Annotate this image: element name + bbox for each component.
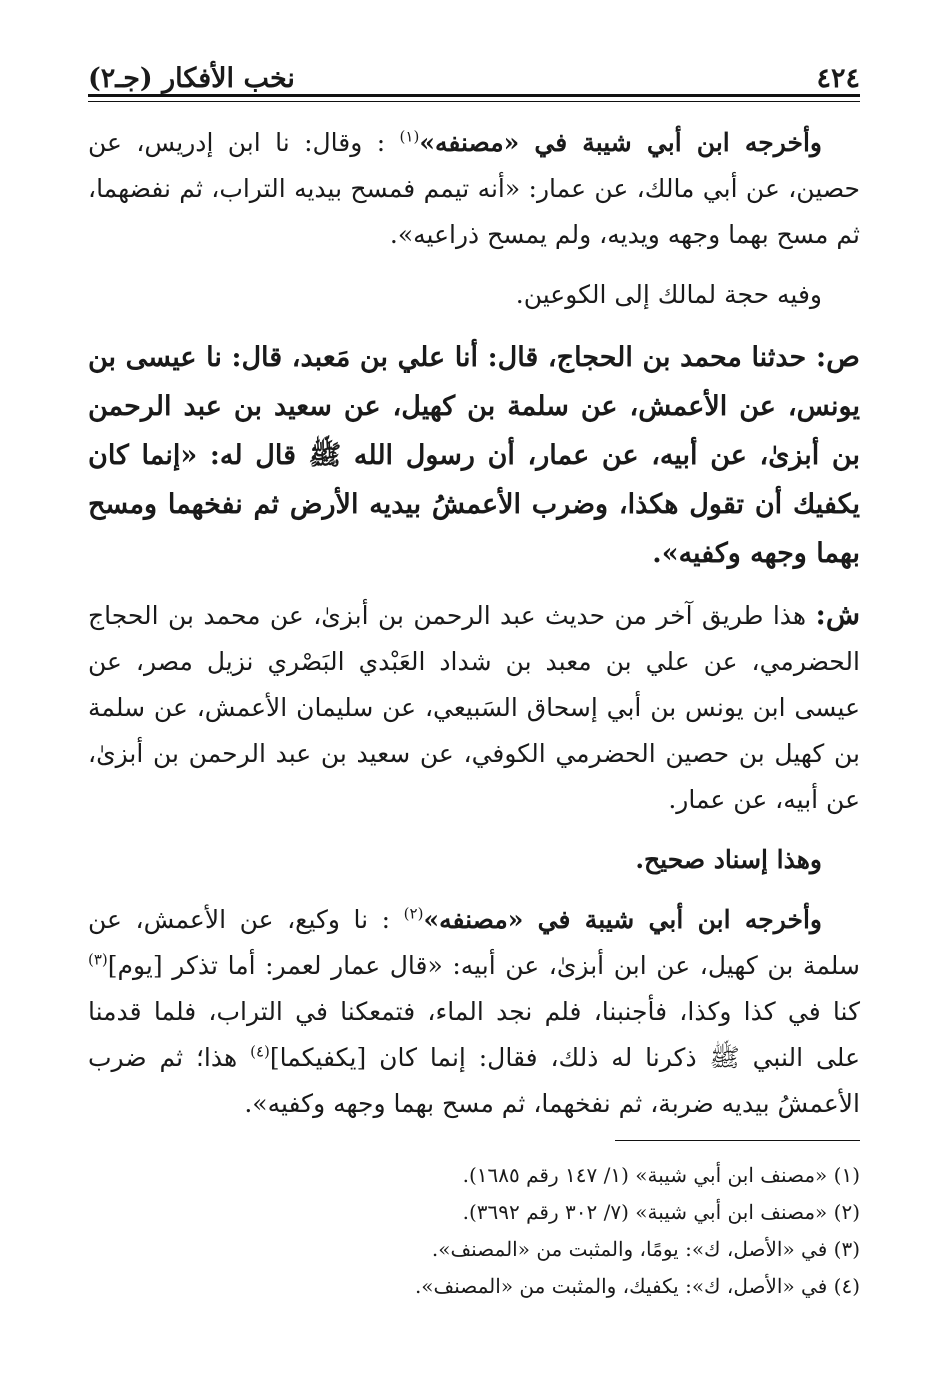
footnote-1: (١) «مصنف ابن أبي شيبة» (١/ ١٤٧ رقم ١٦٨٥). <box>462 1163 860 1187</box>
footnotes <box>88 1157 860 1305</box>
paragraph-text: حدثنا محمد بن الحجاج، قال: أنا علي بن مَعبد، قال: نا عيسى بن يونس، عن الأعمش، عن سلمة بن كهيل، عن سعيد بن عبد الرحمن بن أبزىٰ، عن أبيه، عن عمار، أن رسول الله ﷺ قال له: «إنما كان يكفيك أن تقول هكذا، وضرب الأعمشُ بيديه الأرض ثم نفخهما ومسح بهما وجهه وكفيه». <box>88 342 860 569</box>
paragraph-text: : وقال: نا ابن إدريس، عن حصين، عن أبي مالك، عن عمار: «أنه تيمم فمسح بيديه التراب، ثم نفضهما، ثم مسح بهما وجهه ويديه، ولم يمسح ذراعيه». <box>88 128 860 249</box>
header-rule-thick <box>88 94 860 97</box>
footnote-ref-1: (١) <box>399 127 420 146</box>
paragraph-text: وفيه حجة لمالك إلى الكوعين. <box>515 280 822 309</box>
footnote-4: (٤) في «الأصل، ك»: يكفيك، والمثبت من «المصنف». <box>414 1274 860 1298</box>
footnote-separator <box>615 1140 860 1141</box>
footnote-ref-2: (٢) <box>403 904 424 923</box>
footnote-3: (٣) في «الأصل، ك»: يومًا، والمثبت من «المصنف». <box>431 1237 860 1261</box>
paragraph-sad-matn <box>88 332 860 578</box>
paragraph-ibn-abi-shayba-2 <box>88 897 860 1127</box>
paragraph-text: هذا طريق آخر من حديث عبد الرحمن بن أبزىٰ، عن محمد بن الحجاج الحضرمي، عن علي بن معبد بن شداد العَبْدي البَصْري نزيل مصر، عن عيسى ابن يونس بن أبي إسحاق السَبيعي، عن سليمان الأعمش، عن سلمة بن كهيل بن حصين الحضرمي الكوفي، عن سعيد بن عبد الرحمن بن أبزىٰ، عن أبيه، عن عمار. <box>88 601 860 814</box>
running-header <box>88 52 860 92</box>
sad-label: ص: <box>815 340 860 373</box>
paragraph-ibn-abi-shayba-1 <box>88 120 860 258</box>
book-title: نخب الأفكار (جـ٢) <box>88 63 295 94</box>
paragraph-text-cont: كنا في كذا وكذا، فأجنبنا، فلم نجد الماء، فتمعكنا في التراب، فلما قدمنا على النبي ﷺ ذكرنا له ذلك، فقال: إنما كان [يكفيكما] <box>88 997 861 1072</box>
paragraph-malik-note <box>88 272 860 318</box>
paragraph-lead: وأخرجه ابن أبي شيبة في «مصنفه» <box>419 128 822 157</box>
page-number: ٤٢٤ <box>816 63 860 94</box>
paragraph-text-end: هذا؛ ثم ضرب الأعمشُ بيديه ضربة، ثم نفخهما، ثم مسح بهما وجهه وكفيه». <box>88 1043 860 1118</box>
shin-label: ش: <box>815 598 860 631</box>
paragraph-isnad-sahih <box>88 837 860 883</box>
footnote-2: (٢) «مصنف ابن أبي شيبة» (٧/ ٣٠٢ رقم ٣٦٩٢). <box>462 1200 860 1224</box>
footnote-ref-4: (٤) <box>250 1042 270 1061</box>
paragraph-lead: وأخرجه ابن أبي شيبة في «مصنفه» <box>423 905 822 934</box>
header-rule-thin <box>88 101 860 102</box>
main-text <box>88 120 860 1141</box>
paragraph-shin-commentary <box>88 592 860 823</box>
paragraph-text: : نا وكيع، عن الأعمش، عن سلمة بن كهيل، عن ابن أبزىٰ، عن أبيه: «قال عمار لعمر: أما تذكر [يوم] <box>88 905 860 980</box>
paragraph-text: وهذا إسناد صحيح. <box>635 845 822 874</box>
footnote-ref-3: (٣) <box>88 950 108 969</box>
